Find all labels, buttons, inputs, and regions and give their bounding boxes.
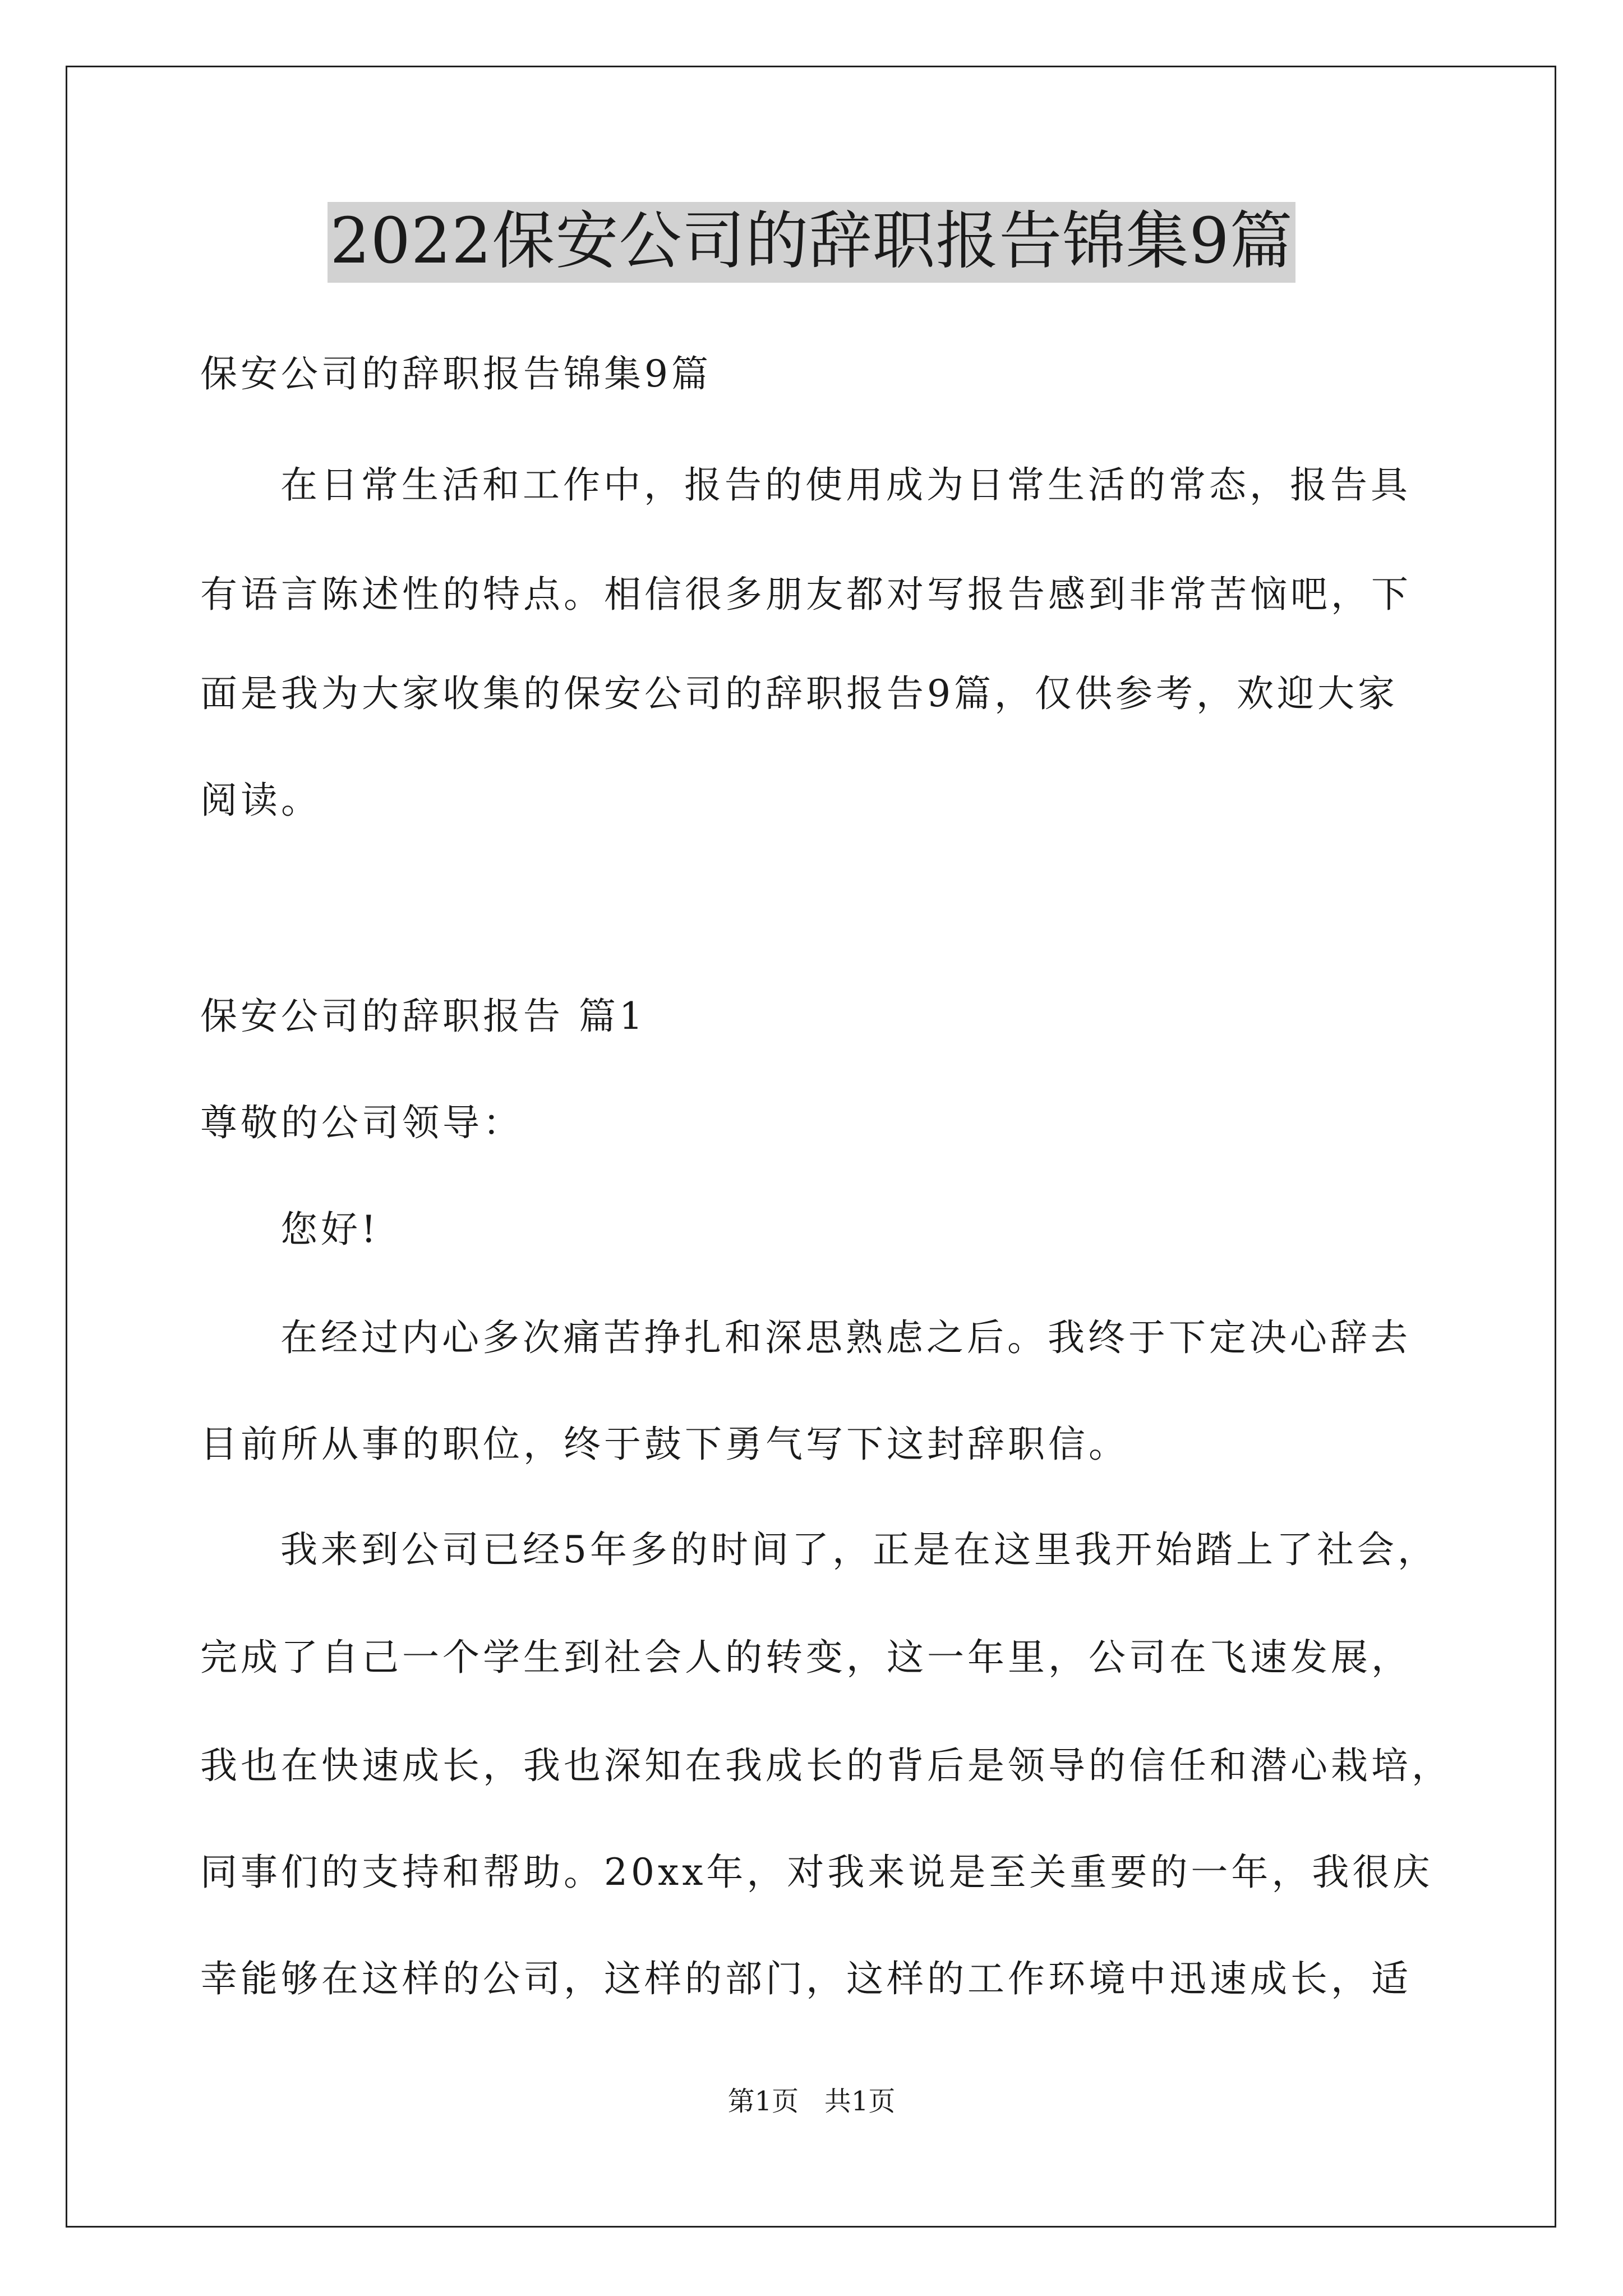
intro-line-1: 在日常生活和工作中，报告的使用成为日常生活的常态，报告具 (280, 463, 1411, 507)
page-footer: 第1页 共1页 (727, 2086, 896, 2117)
paragraph-line: 在经过内心多次痛苦挣扎和深思熟虑之后。我终于下定决心辞去 (280, 1316, 1411, 1359)
intro-line-2: 有语言陈述性的特点。相信很多朋友都对写报告感到非常苦恼吧，下 (200, 573, 1412, 616)
document-title (0, 202, 1623, 283)
intro-line-4: 阅读。 (200, 779, 321, 822)
greeting: 您好! (280, 1208, 380, 1251)
section-heading: 保安公司的辞职报告 篇1 (200, 995, 646, 1038)
paragraph-line: 目前所从事的职位，终于鼓下勇气写下这封辞职信。 (200, 1423, 1129, 1466)
intro-line-3: 面是我为大家收集的保安公司的辞职报告9篇，仅供参考，欢迎大家 (200, 672, 1398, 715)
salutation: 尊敬的公司领导： (200, 1101, 523, 1144)
paragraph-line: 完成了自己一个学生到社会人的转变，这一年里，公司在飞速发展， (200, 1636, 1412, 1679)
paragraph-line: 同事们的支持和帮助。20xx年，对我来说是至关重要的一年，我很庆 (200, 1851, 1433, 1894)
paragraph-line: 幸能够在这样的公司，这样的部门，这样的工作环境中迅速成长，适 (200, 1957, 1412, 2000)
paragraph-line: 我也在快速成长，我也深知在我成长的背后是领导的信任和潜心栽培， (200, 1744, 1452, 1787)
paragraph-line: 我来到公司已经5年多的时间了，正是在这里我开始踏上了社会， (280, 1528, 1438, 1571)
document-subtitle: 保安公司的辞职报告锦集9篇 (200, 352, 712, 395)
document-title-text: 2022保安公司的辞职报告锦集9篇 (328, 202, 1295, 283)
